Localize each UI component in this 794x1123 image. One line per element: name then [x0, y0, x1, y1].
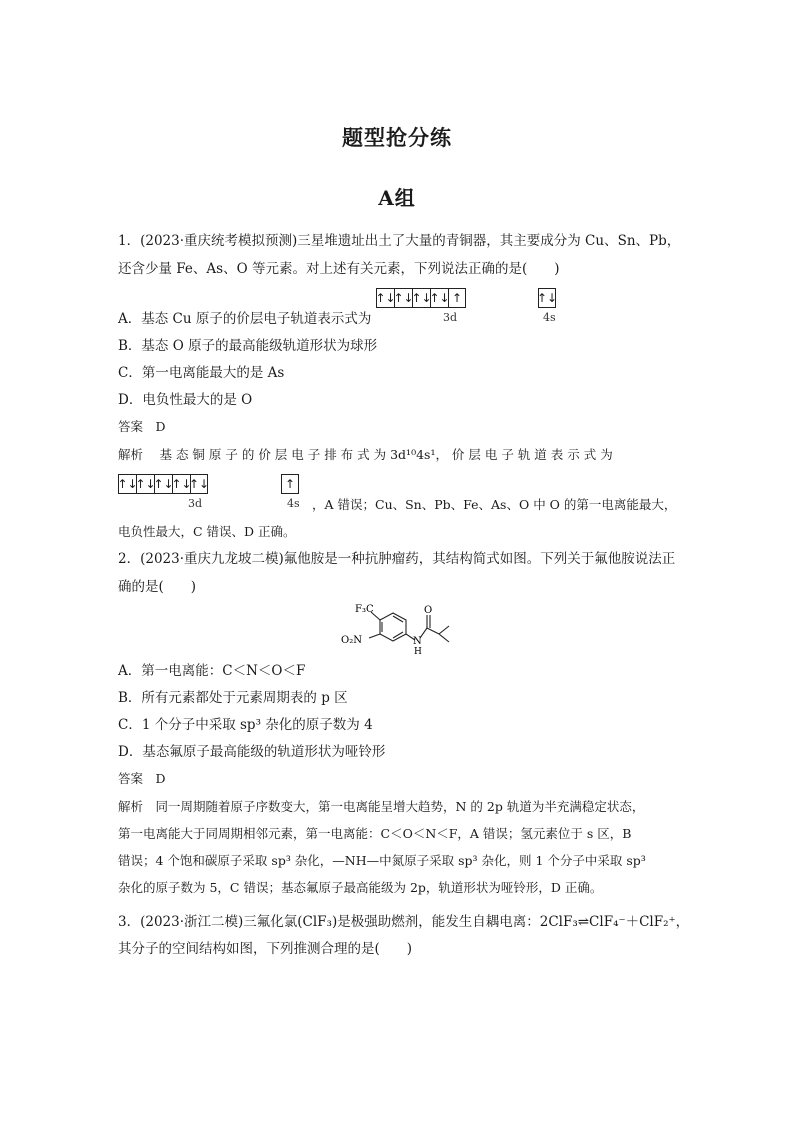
q2-stem-line2: 确的是( ) — [118, 579, 197, 595]
q2-option-d: D．基态氟原子最高能级的轨道形状为哑铃形 — [118, 744, 386, 760]
q3-stem-line1: 3．(2023·浙江二模)三氟化氯(ClF₃)是极强助燃剂，能发生自耦电离：2ClF₃⇌ClF₄⁻＋ClF₂⁺， — [118, 914, 690, 930]
q1-orbital-4s-b — [281, 474, 299, 494]
no2-label: O₂N — [341, 635, 362, 646]
q1-explanation-line1: 解析 基 态 铜 原 子 的 价 层 电 子 排 布 式 为 3d¹⁰4s¹， 价 层 电 子 轨 道 表 示 式 为 — [118, 447, 613, 462]
q1-option-a: A．基态 Cu 原子的价层电子轨道表示式为 — [118, 311, 372, 327]
orbital-box: ↑↓ — [412, 288, 430, 308]
q3-stem-line2: 其分子的空间结构如图，下列推测合理的是( ) — [118, 941, 413, 957]
orbital-box: ↑↓ — [118, 474, 136, 494]
q1-orbital-3d-a — [376, 288, 466, 308]
orbital-box: ↑↓ — [376, 288, 394, 308]
flutamide-structure — [335, 598, 465, 658]
page-title: 题型抢分练 — [342, 125, 452, 150]
orbital-box: ↑↓ — [394, 288, 412, 308]
orbital-box: ↑↓ — [538, 288, 556, 308]
q2-explanation-line4: 杂化的原子数为 5，C 错误；基态氟原子最高能级为 2p，轨道形状为哑铃形，D 正确。 — [118, 880, 603, 895]
q1-explanation-line2: ，A 错误；Cu、Sn、Pb、Fe、As、O 中 O 的第一电离能最大， — [312, 497, 677, 512]
q2-explanation-line1: 解析 同一周期随着原子序数变大，第一电离能呈增大趋势，N 的 2p 轨道为半充满稳定状态， — [118, 799, 645, 814]
orbital-box: ↑↓ — [154, 474, 172, 494]
orbital-box: ↑↓ — [136, 474, 154, 494]
q1-label-4s-b: 4s — [287, 497, 300, 510]
q2-answer: 答案 D — [118, 771, 166, 786]
orbital-box: ↑ — [281, 474, 299, 494]
q2-option-a: A．第一电离能：C＜N＜O＜F — [118, 663, 306, 679]
orbital-box: ↑↓ — [190, 474, 208, 494]
q1-answer: 答案 D — [118, 419, 166, 434]
q1-orbital-4s-a — [538, 288, 556, 308]
h-label: H — [414, 647, 422, 657]
q1-label-3d-b: 3d — [188, 497, 203, 510]
o-label: O — [424, 605, 433, 616]
orbital-box: ↑↓ — [172, 474, 190, 494]
orbital-box: ↑ — [448, 288, 466, 308]
q2-stem-line1: 2．(2023·重庆九龙坡二模)氟他胺是一种抗肿瘤药，其结构简式如图。下列关于氟他胺说法正 — [118, 551, 676, 567]
q1-label-3d-a: 3d — [443, 311, 458, 324]
q1-option-b: B．基态 O 原子的最高能级轨道形状为球形 — [118, 338, 378, 354]
q1-stem-line2: 还含少量 Fe、As、O 等元素。对上述有关元素，下列说法正确的是( ) — [118, 261, 560, 277]
q1-orbital-3d-b — [118, 474, 208, 494]
q2-option-c: C．1 个分子中采取 sp³ 杂化的原子数为 4 — [118, 717, 373, 733]
q1-explanation-line3: 电负性最大，C 错误、D 正确。 — [118, 524, 296, 539]
q1-option-d: D．电负性最大的是 O — [118, 392, 253, 408]
q1-label-4s-a: 4s — [543, 311, 556, 324]
group-heading: A组 — [378, 186, 416, 210]
q2-option-b: B．所有元素都处于元素周期表的 p 区 — [118, 690, 348, 706]
nh-label: N — [413, 636, 422, 647]
cf3-label: F₃C — [355, 604, 374, 615]
q2-explanation-line3: 错误；4 个饱和碳原子采取 sp³ 杂化，—NH—中氮原子采取 sp³ 杂化，则 1 个分子中采取 sp³ — [118, 853, 646, 868]
orbital-box: ↑↓ — [430, 288, 448, 308]
q1-option-c: C．第一电离能最大的是 As — [118, 365, 285, 381]
q1-stem-line1: 1．(2023·重庆统考模拟预测)三星堆遗址出土了大量的青铜器，其主要成分为 Cu、Sn、Pb， — [118, 233, 681, 249]
q2-explanation-line2: 第一电离能大于同周期相邻元素，第一电离能：C＜O＜N＜F，A 错误；氢元素位于 s 区，B — [118, 826, 632, 841]
